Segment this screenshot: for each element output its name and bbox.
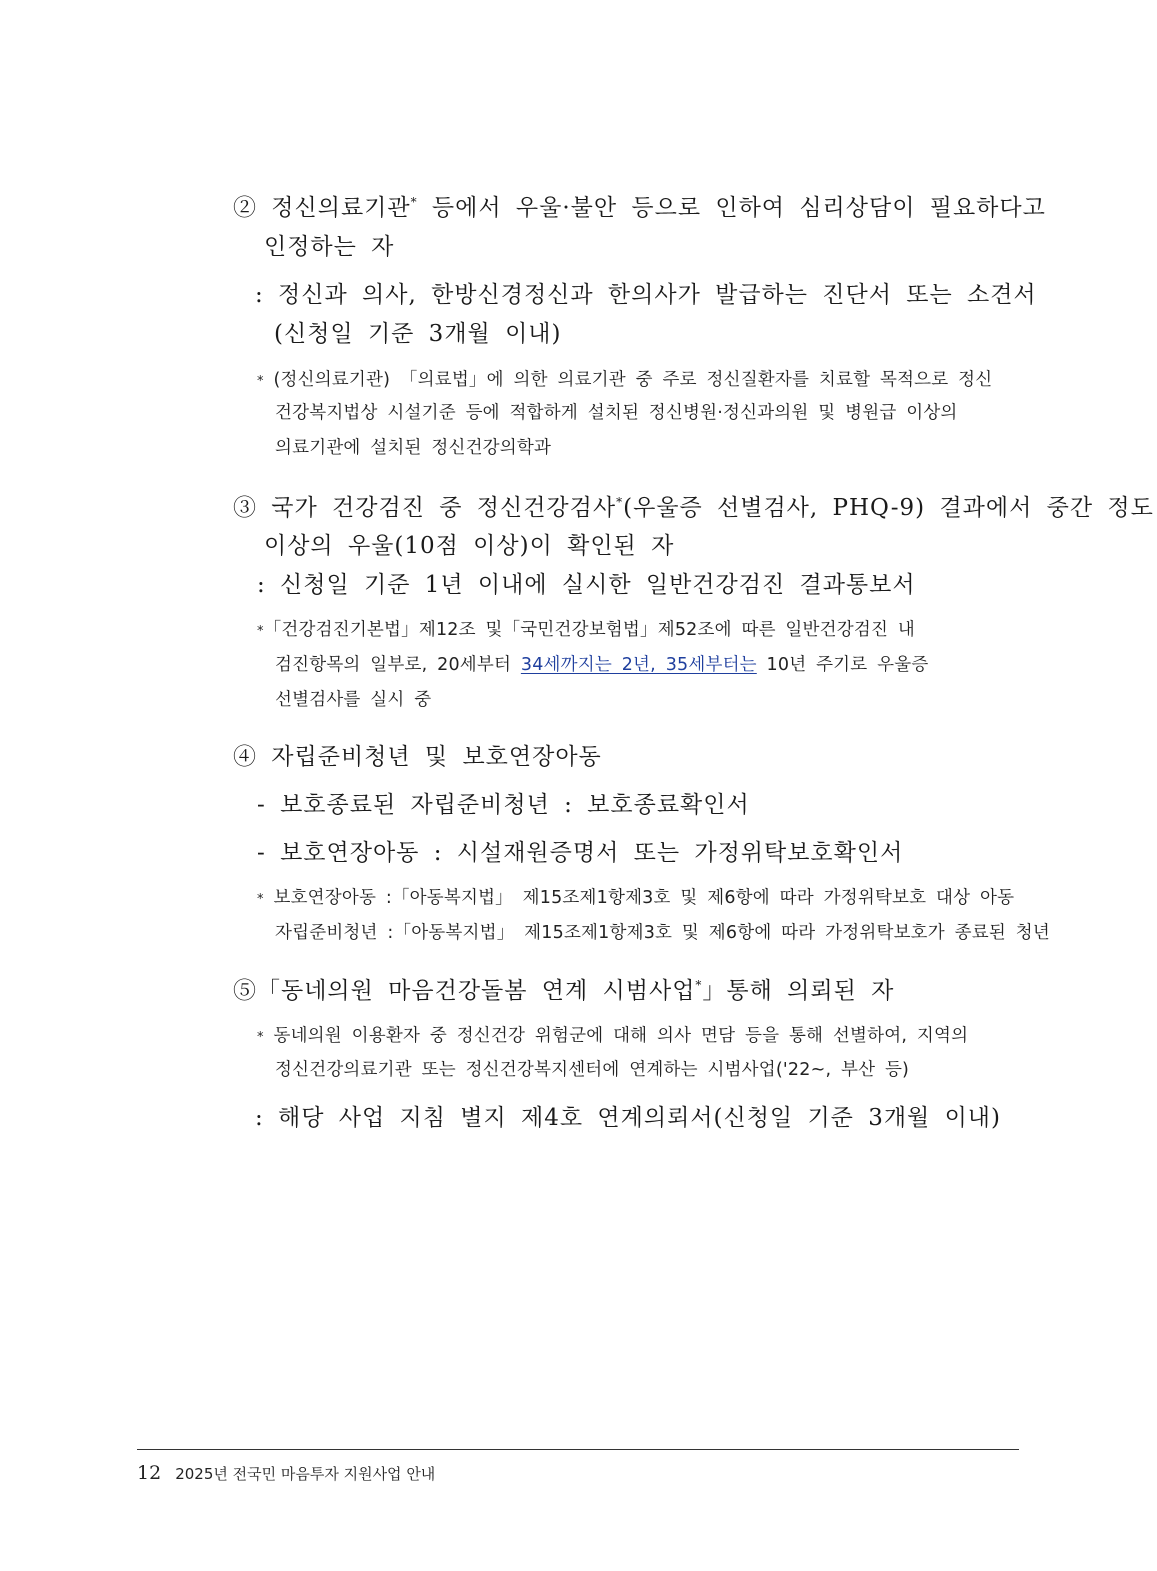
section2-note-line2: 건강복지법상 시설기준 등에 적합하게 설치된 정신병원·정신과의원 및 병원급 이상의 — [275, 403, 958, 423]
section2-requirement-line2: (신청일 기준 3개월 이내) — [274, 321, 562, 347]
section4-note-text1: 보호연장아동 :「아동복지법」 제15조제1항제3호 및 제6항에 따라 가정위탁보호 대상 아동 — [273, 888, 1015, 908]
section3-note-line1 — [257, 622, 915, 640]
section2-requirement-line1: : 정신과 의사, 한방신경정신과 한의사가 발급하는 진단서 또는 소견서 — [255, 282, 1037, 308]
section4-note-line1 — [257, 890, 1014, 908]
section4-item1: - 보호종료된 자립준비청년 : 보호종료확인서 — [257, 792, 750, 818]
section3-note-line2 — [275, 657, 928, 675]
note-asterisk: * — [257, 624, 264, 639]
note-asterisk: * — [257, 374, 264, 389]
footnote-marker: * — [410, 195, 418, 209]
section3-heading-line2: 이상의 우울(10점 이상)이 확인된 자 — [264, 533, 675, 559]
section5-heading-text-a: ⑤「동네의원 마음건강돌봄 연계 시범사업 — [233, 978, 696, 1004]
section5-requirement: : 해당 사업 지침 별지 제4호 연계의뢰서(신청일 기준 3개월 이내) — [255, 1105, 1001, 1131]
section3-heading-text-b: (우울증 선별검사, PHQ-9) 결과에서 중간 정도 — [623, 495, 1154, 521]
section5-note-line2: 정신건강의료기관 또는 정신건강복지센터에 연계하는 시범사업('22~, 부산 등) — [275, 1060, 910, 1080]
footer-divider — [137, 1449, 1019, 1450]
section3-note-text2a: 검진항목의 일부로, 20세부터 — [275, 655, 521, 675]
section2-heading-text-a: ② 정신의료기관 — [233, 195, 411, 221]
section2-heading-line2: 인정하는 자 — [264, 234, 395, 260]
section3-heading-line1 — [233, 497, 1154, 520]
section5-heading-text-b: 」통해 의뢰된 자 — [702, 978, 895, 1004]
section2-note-line1 — [257, 372, 992, 390]
section4-heading: ④ 자립준비청년 및 보호연장아동 — [233, 744, 602, 770]
page-number: 12 — [137, 1462, 162, 1484]
section3-note-text1: 「건강검진기본법」제12조 및「국민건강보험법」제52조에 따른 일반건강검진 내 — [263, 620, 915, 640]
footer-title: 2025년 전국민 마음투자 지원사업 안내 — [175, 1465, 436, 1483]
section2-heading-text-b: 등에서 우울·불안 등으로 인하여 심리상담이 필요하다고 — [417, 195, 1046, 221]
section3-note-line3: 선별검사를 실시 중 — [275, 690, 432, 710]
page-footer — [137, 1462, 435, 1484]
note-asterisk: * — [257, 892, 264, 907]
section5-note-line1 — [257, 1028, 968, 1046]
note-asterisk: * — [257, 1030, 264, 1045]
section2-heading-line1 — [233, 197, 1046, 220]
footnote-marker: * — [616, 495, 624, 509]
section4-note-line2: 자립준비청년 :「아동복지법」 제15조제1항제3호 및 제6항에 따라 가정위탁보호가 종료된 청년 — [275, 923, 1050, 943]
section4-item2: - 보호연장아동 : 시설재원증명서 또는 가정위탁보호확인서 — [257, 840, 904, 866]
footnote-marker: * — [695, 978, 703, 992]
section3-note-text2b: 10년 주기로 우울증 — [756, 655, 929, 675]
section2-note-line3: 의료기관에 설치된 정신건강의학과 — [275, 438, 552, 458]
section3-heading-text-a: ③ 국가 건강검진 중 정신건강검사 — [233, 495, 617, 521]
section2-note-text1: (정신의료기관) 「의료법」에 의한 의료기관 중 주로 정신질환자를 치료할 목적으로 정신 — [273, 370, 993, 390]
section5-note-text1: 동네의원 이용환자 중 정신건강 위험군에 대해 의사 면담 등을 통해 선별하여, 지역의 — [273, 1026, 969, 1046]
section3-requirement-line1: : 신청일 기준 1년 이내에 실시한 일반건강검진 결과통보서 — [257, 572, 916, 598]
section5-heading — [233, 980, 894, 1003]
age-range-link[interactable]: 34세까지는 2년, 35세부터는 — [520, 655, 757, 675]
